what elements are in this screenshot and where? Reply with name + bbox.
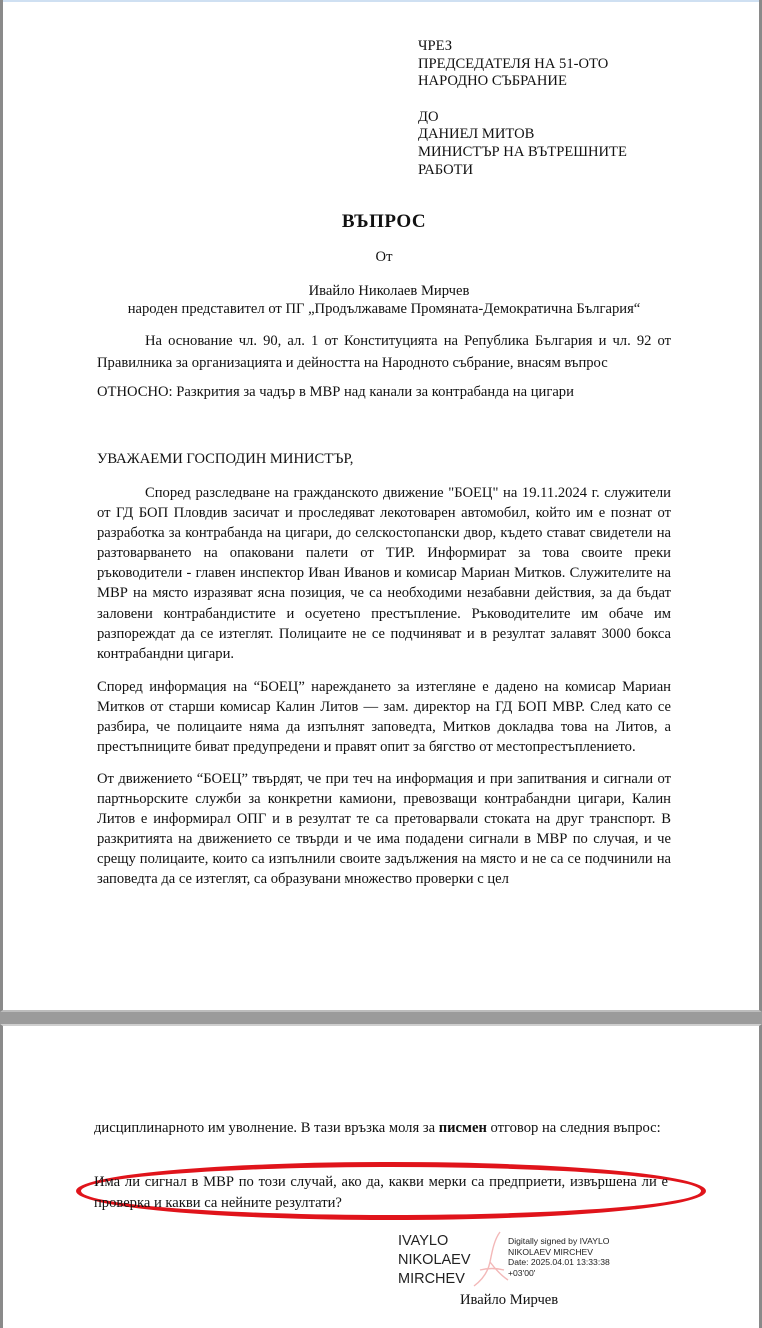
signer-name-block xyxy=(398,1232,471,1289)
signature-info-line: Date: 2025.04.01 13:33:38 xyxy=(508,1257,610,1268)
signer-name-line: IVAYLO xyxy=(398,1233,449,1249)
question-text: Има ли сигнал в МВР по този случай, ако да, какви мерки са предприети, извършена ли е проверка и какви са нейните резултати? xyxy=(94,1174,668,1211)
to-line: РАБОТИ xyxy=(418,161,474,178)
continuation-text: дисциплинарното им уволнение. В тази връзка моля за xyxy=(94,1120,439,1136)
author-name: Ивайло Николаев Мирчев xyxy=(308,283,470,299)
adobe-signature-watermark-icon xyxy=(470,1230,510,1288)
continuation-text: отговор на следния въпрос: xyxy=(486,1120,661,1136)
signer-name-line: MIRCHEV xyxy=(398,1271,465,1287)
signer-name-line: NIKOLAEV xyxy=(398,1252,471,1268)
via-line: ЧРЕЗ xyxy=(418,38,453,54)
regarding-line: ОТНОСНО: Разкрития за чадър в МВР над канали за контрабанда на цигари xyxy=(97,384,574,400)
continuation-paragraph xyxy=(94,1118,668,1139)
legal-basis-line: На основание чл. 90, ал. 1 от Конституцията на Република България и чл. 92 от xyxy=(145,333,671,349)
from-label: От xyxy=(375,249,393,265)
emphasis-text: писмен xyxy=(438,1120,487,1136)
legal-basis xyxy=(97,330,671,374)
via-line: НАРОДНО СЪБРАНИЕ xyxy=(418,73,567,90)
to-line: ДО xyxy=(418,108,439,125)
via-line: ПРЕДСЕДАТЕЛЯ НА 51-ОТО xyxy=(418,55,609,72)
to-line: МИНИСТЪР НА ВЪТРЕШНИТЕ xyxy=(418,143,627,160)
printed-signer-name: Ивайло Мирчев xyxy=(460,1292,559,1308)
signature-info-line: Digitally signed by IVAYLO xyxy=(508,1236,610,1246)
salutation: УВАЖАЕМИ ГОСПОДИН МИНИСТЪР, xyxy=(97,451,354,467)
addressee-block xyxy=(418,38,627,179)
paragraph: Според информация на “БОЕЦ” нареждането за изтегляне е дадено на комисар Мариан Митков от старши комисар Калин Литов — зам. директор на ГД БОП МВР. След като се разбира, че полицаите няма да изпълнят заповедта, Митков докладва това на Литов, а престъпниците биват предупредени и правят опит за бягство от местопрестъплението. xyxy=(97,679,671,756)
legal-basis-line: Правилника за организацията и дейността на Народното събрание, внасям въпрос xyxy=(97,355,608,371)
digital-signature-info[interactable] xyxy=(508,1236,610,1278)
signature-info-line: +03'00' xyxy=(508,1267,536,1278)
signature-info-line: NIKOLAEV MIRCHEV xyxy=(508,1246,594,1257)
paragraph: От движението “БОЕЦ” твърдят, че при теч на информация и при запитвания и сигнали от партньорските служби за конкретни камиони, превозващи контрабандни цигари, Калин Литов е информирал ОПГ и в резултат те са претоварвали стоката на друг транспорт. В разкритията на движението се твърди и че има подадени сигнали в МВР по случая, и че срещу полицаите, които са изпълнили своите задължения на място и не са се подчинили на заповедта да се изтеглят, са образувани множество проверки с цел xyxy=(97,771,671,888)
document-title: ВЪПРОС xyxy=(341,211,427,232)
to-line: ДАНИЕЛ МИТОВ xyxy=(418,126,535,143)
paragraph: Според разследване на гражданското движение "БОЕЦ" на 19.11.2024 г. служители от ГД БОП Пловдив засичат и проследяват лекотоварен автомобил, който им е познат от разработка за контрабанда на цигари, до селскостопански двор, където стават свидетели на разтоварването на опаковани палети от ТИР. Информират за това своите преки ръководители - главен инспектор Иван Иванов и комисар Мариан Митков. Служителите на МВР на място изразяват ясна позиция, че са необходими незабавни действия, за да бъдат заловени контрабандистите и осуетено престъпление. Ръководителите им обаче им разпореждат да се изтеглят. Полицаите не се подчиняват и в резултат залавят 3000 бокса контрабандни цигари. xyxy=(97,485,671,662)
author-role: народен представител от ПГ „Продължаваме Промяната-Демократична България“ xyxy=(127,301,641,317)
